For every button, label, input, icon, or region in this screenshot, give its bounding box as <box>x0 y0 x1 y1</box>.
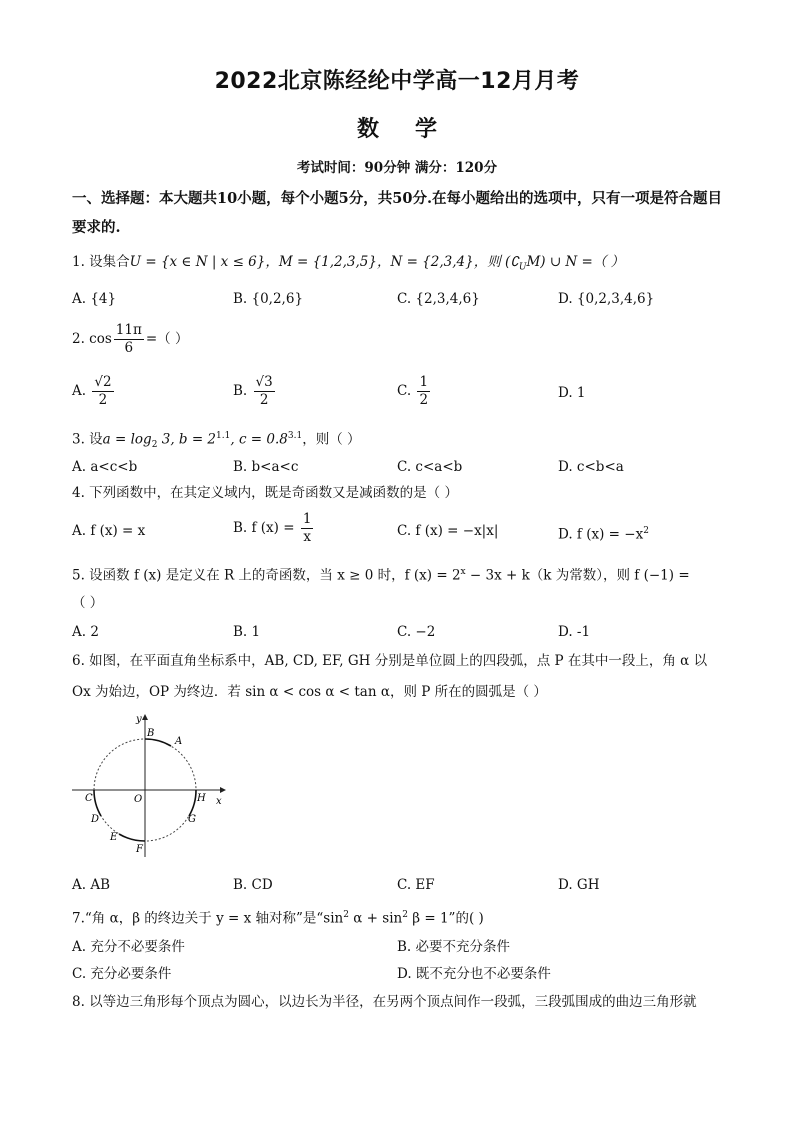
q4-option-c[interactable]: C. f (x) = −x|x| <box>397 523 499 539</box>
q1-math2: M) ∪ N =（ ） <box>526 254 625 270</box>
q1-prefix: 1. 设集合 <box>72 254 130 270</box>
q2-option-c[interactable]: C. $\frac{1}{2}$ <box>397 374 429 408</box>
q4-option-d[interactable]: D. f $(x) = -x^2$ <box>558 526 649 543</box>
section-heading: 一、选择题：本大题共10小题，每个小题5分，共50分.在每小题给出的选项中，只有一项是符合题目要求的. <box>72 190 722 236</box>
q6-option-d[interactable]: D. GH <box>558 877 600 893</box>
q1-option-b[interactable]: B. {0,2,6} <box>233 291 304 307</box>
q5-option-d[interactable]: D. -1 <box>558 624 591 640</box>
point-f-label: F <box>136 844 143 855</box>
origin-label: O <box>134 794 143 805</box>
q3-option-d[interactable]: D. c<b<a <box>558 459 624 475</box>
x-axis-label: x <box>216 796 222 807</box>
point-b-label: B <box>147 728 155 739</box>
q2-option-a[interactable]: A. $\frac{√2}{2}$ <box>72 374 112 408</box>
unit-circle-figure <box>70 712 240 866</box>
question-8: 8. 以等边三角形每个顶点为圆心，以边长为半径，在另两个顶点间作一段弧，三段弧围成的曲边三角形就 <box>72 994 697 1010</box>
q1-option-c[interactable]: C. {2,3,4,6} <box>397 291 480 307</box>
q6-option-b[interactable]: B. CD <box>233 877 273 893</box>
q2-option-b[interactable]: B. $\frac{√3}{2}$ <box>233 374 273 408</box>
q7-option-b[interactable]: B. 必要不充分条件 <box>397 939 511 955</box>
question-1 <box>72 252 732 278</box>
q1-sub: U <box>518 262 527 273</box>
q4-option-a[interactable]: A. f (x) = x <box>72 523 146 539</box>
question-2 <box>72 322 732 357</box>
question-7: 7.“角 α，β 的终边关于 y = x 轴对称”是“$\sin^2$ $\alpha + \sin^2 \beta = 1$”的( ) <box>72 910 484 927</box>
y-axis-label: y <box>136 714 142 725</box>
exam-title: 2022北京陈经纶中学高一12月月考 <box>214 69 580 94</box>
question-5: 5. 设函数 f (x) 是定义在 R 上的奇函数，当 x ≥ 0 时，f $(x) = 2^x - 3x + k(k$ 为常数），则 f (−1) = <box>72 567 690 584</box>
q7-option-d[interactable]: D. 既不充分也不必要条件 <box>397 966 551 982</box>
q1-option-a[interactable]: A. {4} <box>72 291 117 307</box>
q3-option-b[interactable]: B. b<a<c <box>233 459 299 475</box>
q5-option-c[interactable]: C. −2 <box>397 624 436 640</box>
q2-option-d[interactable]: D. 1 <box>558 385 586 401</box>
q6-option-a[interactable]: A. AB <box>72 877 111 893</box>
q5-option-a[interactable]: A. 2 <box>72 624 99 640</box>
point-a-label: A <box>175 736 183 747</box>
point-c-label: C <box>85 793 93 804</box>
q4-option-b[interactable]: B. f (x) = $\frac{1}{x}$ <box>233 511 312 545</box>
question-4: 4. 下列函数中，在其定义域内，既是奇函数又是减函数的是（ ） <box>72 485 458 501</box>
point-g-label: G <box>188 814 196 825</box>
q1-math: U = {x ∈ N | x ≤ 6}，M = {1,2,3,5}，N = {2,3,4}，则 (∁ <box>129 254 519 270</box>
q1-option-d[interactable]: D. {0,2,3,4,6} <box>558 291 655 307</box>
point-h-label: H <box>197 793 206 804</box>
q3-option-a[interactable]: A. a<c<b <box>72 459 138 475</box>
question-5-line2: （ ） <box>72 595 104 611</box>
point-e-label: E <box>110 832 118 843</box>
question-6-line1: 6. 如图，在平面直角坐标系中，AB, CD, EF, GH 分别是单位圆上的四段弧，点 P 在其中一段上，角 α 以 <box>72 653 708 669</box>
q7-option-a[interactable]: A. 充分不必要条件 <box>72 939 185 955</box>
q2-prefix: 2. cos <box>72 331 112 347</box>
question-6-line2: Ox 为始边，OP 为终边．若 sin α < cos α < tan α，则 P 所在的圆弧是（ ） <box>72 684 547 700</box>
q7-option-c[interactable]: C. 充分必要条件 <box>72 966 172 982</box>
question-3: 3. 设$a = \log_2 3$, $b = 2^{1.1}$, $c = 0.8^{3.1}$，则（ ） <box>72 431 361 451</box>
q6-option-c[interactable]: C. EF <box>397 877 435 893</box>
point-d-label: D <box>91 814 100 825</box>
exam-info: 考试时间：90分钟 满分：120分 <box>296 160 498 176</box>
subject-title: 数学 <box>356 116 473 142</box>
q5-option-b[interactable]: B. 1 <box>233 624 261 640</box>
q3-option-c[interactable]: C. c<a<b <box>397 459 463 475</box>
q2-suffix: =（ ） <box>145 331 189 347</box>
q2-fraction: $\frac{11\pi}{6}$ <box>115 322 142 356</box>
